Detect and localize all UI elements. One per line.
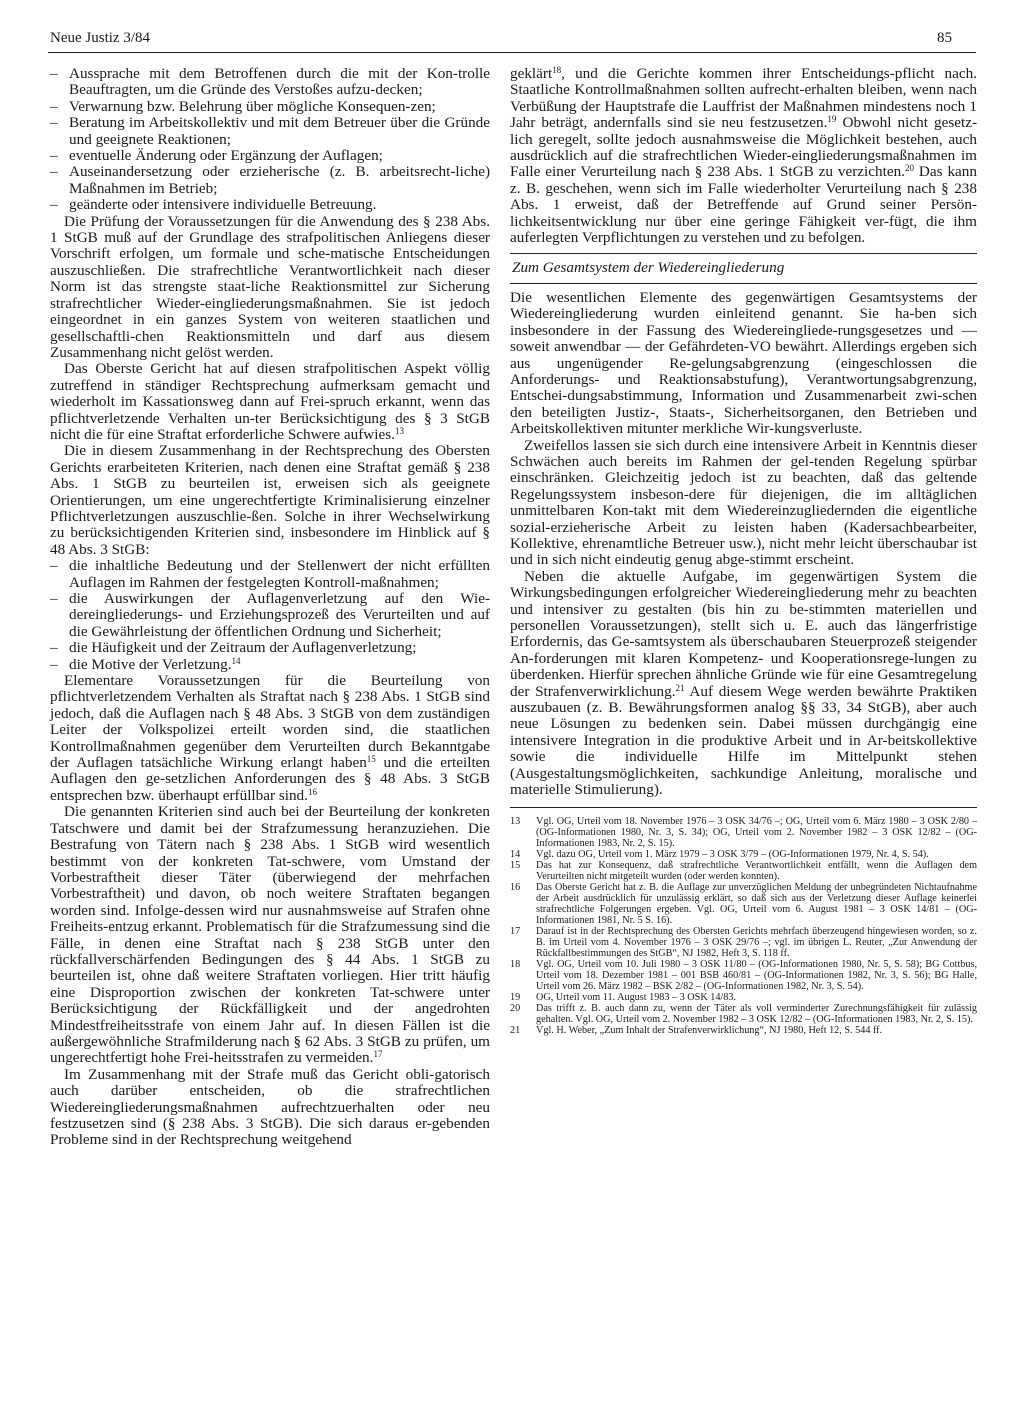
footnote-ref: 19 (827, 114, 837, 125)
footnote-text: Vgl. dazu OG, Urteil vom 1. März 1979 – 3 OSK 3/79 – (OG-Informationen 1979, Nr. 4, S. 54). (536, 849, 929, 861)
footnote (510, 860, 977, 882)
footnote-rule (510, 807, 977, 808)
footnote-ref: 17 (373, 1049, 383, 1060)
footnote (510, 1025, 977, 1036)
footnote (510, 1003, 977, 1025)
list-item: – die Auswirkungen der Auflagenverletzung auf den Wie-dereingliederungs- und Erziehungsprozeß des Verurteilten und auf die Gewährleistung der öffentlichen Ordnung und Sicherheit; (50, 591, 490, 640)
footnote-ref: 15 (366, 754, 376, 765)
footnote (510, 882, 977, 926)
footnote-number: 13 (510, 816, 521, 828)
footnote-text: Das hat zur Konsequenz, daß strafrechtliche Verantwortlichkeit entfällt, wenn die Auflagen dem Verurteilten nicht mitgeteilt wurden (oder werden konnten). (536, 860, 977, 883)
paragraph: Im Zusammenhang mit der Strafe muß das Gericht obli-gatorisch auch darüber entscheiden, ob die strafrechtlichen Wiedereingliederungsmaßnahmen aufrechtzuerhalten oder neu festzusetzen sind (§ 238 Abs. 3 StGB). Die sich daraus er-gebenden Probleme sind in der Rechtsprechung weitgehend (50, 1065, 490, 1149)
right-column (510, 66, 977, 1036)
paragraph: geklärt$^{18}$, und die Gerichte kommen ihrer Entscheidungs-pflicht nach. Staatliche Kontrollmaßnahmen sollten aufrecht-erhalten bleiben, wenn nach Verbüßung der Hauptstrafe die Lauffrist der Maßnahmen mindestens noch 1 Jahr beträgt, andernfalls sind sie neu festzusetzen.$^{19}$ Obwohl nicht gesetz-lich geregelt, sollte jedoch ausnahmsweise die Möglichkeit bestehen, auch ausdrücklich auf die strafrechtlichen Wieder-eingliederungsmaßnahmen im Falle einer Verurteilung nach § 238 Abs. 1 StGB zu verzichten.$^{20}$ Das kann z. B. geschehen, wenn sich im Falle wiederholter Verurteilung nach § 238 Abs. 1 erweist, daß der Betreffende auf Grund seiner Persön-lichkeitsentwicklung nur über eine geringe Fähigkeit ver-fügt, die ihm auferlegten Verpflichtungen zu verstehen und zu befolgen. (510, 65, 978, 247)
section-rule-bottom (510, 283, 977, 284)
footnotes (510, 816, 977, 1036)
list-item: – Beratung im Arbeitskollektiv und mit dem Betreuer über die Gründe und geeignete Reaktionen; (50, 115, 490, 148)
footnote-ref: 18 (552, 65, 562, 75)
footnote-ref: 16 (307, 786, 317, 797)
footnote-ref: 20 (904, 163, 914, 174)
paragraph: Die genannten Kriterien sind auch bei der Beurteilung der konkreten Tatschwere und damit bei der Strafzumessung heranzuziehen. Die Bestrafung von Tätern nach § 238 Abs. 1 StGB wird wesentlich bestimmt von der konkreten Tat-schwere, vom Umstand der Vorbestraftheit dieser Täter (überwiegend der mehrfachen Vorbestraftheit) und davon, ob noch weitere Straftaten begangen worden sind. Infolge-dessen wird nur ausnahmsweise auf Strafen ohne Freiheits-entzug erkannt. Problematisch für die Strafzumessung sind die Fälle, in denen eine Straftat nach § 238 StGB unter den rückfallverschärfenden Bedingungen des § 44 Abs. 1 StGB zu beurteilen ist, ohne daß weitere Straftaten vorliegen. Hier tritt häufig eine Disproportion zwischen der konkreten Tat-schwere unter Berücksichtigung der Rückfälligkeit und der angedrohten Mindestfreiheitsstrafe von einem Jahr auf. In diesen Fällen ist die außergewöhnliche Strafmilderung nach § 62 Abs. 3 StGB zu prüfen, um ungerechtfertigt hohe Frei-heitsstrafen zu vermeiden.$^{17}$ (50, 803, 490, 1067)
list-item: – eventuelle Änderung oder Ergänzung der Auflagen; (50, 148, 490, 164)
footnote-ref: 21 (675, 682, 685, 693)
list-item: – die inhaltliche Bedeutung und der Stellenwert der nicht erfüllten Auflagen im Rahmen der festgelegten Kontroll-maßnahmen; (50, 558, 490, 591)
list-item: – die Motive der Verletzung.$^{14}$ (50, 657, 490, 673)
footnote-text: OG, Urteil vom 11. August 1983 – 3 OSK 14/83. (536, 992, 736, 1004)
list-item: – die Häufigkeit und der Zeitraum der Auflagenverletzung; (50, 640, 490, 656)
footnote (510, 992, 977, 1003)
footnote-text: Darauf ist in der Rechtsprechung des Obersten Gerichts mehrfach überzeugend hingewiesen worden, so z. B. im Urteil vom 4. November 1976 – 3 OSK 29/76 –; vgl. im übrigen L. Reuter, „Zur Anwendung der Rückfallbestimmungen des StGB“, NJ 1982, Heft 3, S. 118 ff. (536, 926, 977, 960)
list-item: – Auseinandersetzung oder erzieherische (z. B. arbeitsrecht-liche) Maßnahmen im Betrieb; (50, 164, 490, 197)
footnote-number: 19 (510, 992, 521, 1004)
footnote-number: 21 (510, 1025, 521, 1037)
footnote-number: 16 (510, 882, 521, 894)
header-rule (48, 52, 976, 53)
list-item: – Verwarnung bzw. Belehrung über mögliche Konsequen-zen; (50, 99, 490, 115)
footnote-ref: 13 (394, 425, 404, 436)
paragraph: Die wesentlichen Elemente des gegenwärtigen Gesamtsystems der Wiedereingliederung wurden einleitend genannt. Sie ha-ben sich insbesondere in der Fassung des Wiedereingliede-rungsgesetzes und — soweit anwendbar — der Gefährdeten-VO bewährt. Allerdings ergeben sich aus ungenügender Re-gelungsabgrenzung (eingeschlossen die Anforderungs- und Reaktionsabstufung), Verantwortungsabgrenzung, Entschei-dungsabstimmung, Information und Zusammenarbeit zwi-schen den beteiligten Justiz-, Staats-, Sicherheitsorganen, den Betrieben und Arbeitskollektiven mitunter merkliche Wir-kungsverluste. (510, 288, 977, 438)
footnote-number: 15 (510, 860, 521, 872)
footnote-text: Vgl. H. Weber, „Zum Inhalt der Strafenverwirklichung“, NJ 1980, Heft 12, S. 544 ff. (536, 1025, 883, 1037)
paragraph: Das Oberste Gericht hat auf diesen strafpolitischen Aspekt völlig zutreffend in ständiger Rechtsprechung aufmerksam gemacht und wiederholt im Kassationsweg dann auf Frei-spruch erkannt, wenn das pflichtverletzende Verhalten un-ter Berücksichtigung des § 3 StGB nicht die für eine Straftat erforderliche Schwere aufwies.$^{13}$ (50, 360, 490, 443)
list-item: – geänderte oder intensivere individuelle Betreuung. (50, 197, 490, 213)
section-rule-top (510, 253, 977, 254)
footnote-text: Das Oberste Gericht hat z. B. die Auflage zur unverzüglichen Meldung der unbegründeten Nichtaufnahme der Arbeit ausdrücklich für unzulässig erklärt, so daß sich aus der Verletzung dieser Auflage keinerlei strafrechtliche Folgerungen ergeben. Vgl. OG, Urteil vom 6. August 1981 – 3 OSK 14/81 – (OG-Informationen 1981, Nr. 5 S. 16). (536, 882, 977, 927)
footnote (510, 849, 977, 860)
left-column (50, 66, 490, 1149)
paragraph: Zweifellos lassen sie sich durch eine intensivere Arbeit in Kenntnis dieser Schwächen auch bereits im Rahmen der gel-tenden Regelung spürbar einschränken. Gleichzeitig jedoch ist zu beachten, daß das geltende Regelungssystem insbeson-dere für diejenigen, die im alltäglichen unmittelbaren Kon-takt mit dem Wiedereinzugliedernden die eigentliche sozial-erzieherische Arbeit zu leisten haben (Kadersachbearbeiter, Kollektive, ehrenamtliche Betreuer usw.), nicht mehr leicht überschaubar ist und in sich nicht eindeutig genug abge-stimmt erscheint. (510, 436, 977, 569)
criteria-list (50, 558, 490, 673)
footnote-number: 20 (510, 1003, 521, 1015)
section-heading: Zum Gesamtsystem der Wiedereingliederung (512, 259, 785, 277)
footnote-number: 18 (510, 959, 521, 971)
paragraph: Neben die aktuelle Aufgabe, im gegenwärtigen System die Wirkungsbedingungen erfolgreicher Wiedereingliederung mehr zu beachten und intensiver zu gestalten (bis hin zu be-stimmten materiellen und personellen Voraussetzungen), stellt sich u. E. auch das längerfristige Erfordernis, das Ge-samtsystem als überschaubaren Steuerprozeß steigender An-forderungen mit klaren Kompetenz- und Kooperationsrege-lungen zu überdenken. Hierfür sprechen ähnliche Gründe wie für eine Gesamtregelung der Strafenverwirklichung.$^{21}$ Auf diesem Wege werden bewährte Praktiken auszubauen (z. B. Bewährungsformen analog §§ 33, 34 StGB), aber auch neue Lösungen zu bedenken sein. Dabei müssen durchgängig eine intensivere Integration in die produktive Arbeit und in Ar-beitskollektive sowie die individuelle Hilfe im Mittelpunkt stehen (Ausgestaltungsmöglichkeiten, sachkundige Anleitung, moralische und materielle Stimulierung). (510, 567, 977, 799)
paragraph: Die Prüfung der Voraussetzungen für die Anwendung des § 238 Abs. 1 StGB muß auf der Grundlage des strafpolitischen Anliegens dieser Vorschrift erfolgen, um formale und sche-matische Entscheidungen auszuschließen. Die strafrechtliche Verantwortlichkeit nach dieser Norm ist das strengste staat-liche Reaktionsmittel zur Sicherung strafrechtlicher Wieder-eingliederungsmaßnahmen. Sie ist jedoch eingeordnet in ein ganzes System von weiteren staatlichen und gesellschaftli-chen Reaktionsmitteln und darf aus diesem Zusammenhang nicht gelöst werden. (50, 212, 490, 361)
footnote (510, 816, 977, 849)
running-header-journal: Neue Justiz 3/84 (50, 30, 150, 46)
footnote (510, 959, 977, 992)
footnote-number: 17 (510, 926, 521, 938)
paragraph: Elementare Voraussetzungen für die Beurteilung von pflichtverletzendem Verhalten als Straftat nach § 238 Abs. 1 StGB sind jedoch, daß die Auflagen nach § 48 Abs. 3 StGB von dem zuständigen Leiter der Volkspolizei erteilt worden sind, die staatlichen Kontrollmaßnahmen gegenüber dem Verurteilten durch Bekanntgabe der Auflagen tatsächliche Wirkung erlangt haben$^{15}$ und die erteilten Auflagen den ge-setzlichen Anforderungen des § 48 Abs. 3 StGB entsprechen bzw. überhaupt erfüllbar sind.$^{16}$ (50, 672, 490, 804)
measures-list (50, 66, 490, 214)
list-item: – Aussprache mit dem Betroffenen durch die mit der Kon-trolle Beauftragten, um die Gründe des Verstoßes aufzu-decken; (50, 66, 490, 99)
paragraph: Die in diesem Zusammenhang in der Rechtsprechung des Obersten Gerichts erarbeiteten Kriterien, nach denen eine Straftat gemäß § 238 Abs. 1 StGB zu beurteilen ist, erweisen sich als geeignete Orientierungen, um eine ungerechtfertigte Kriminalisierung einzelner Pflichtverletzungen auszuschlie-ßen. Solche in ihrer Wechselwirkung zu berücksichtigenden Kriterien sind, insbesondere im Hinblick auf § 48 Abs. 3 StGB: (50, 442, 490, 558)
footnote-text: Vgl. OG, Urteil vom 10. Juli 1980 – 3 OSK 11/80 – (OG-Informationen 1980, Nr. 5, S. 58); BG Cottbus, Urteil vom 18. Dezember 1981 – 001 BSB 460/81 – (OG-Informationen 1982, Nr. 3, S. 56); BG Halle, Urteil vom 26. März 1982 – BSK 2/82 – (OG-Informationen 1982, Nr. 3, S. 54). (536, 959, 977, 993)
footnote-text: Das trifft z. B. auch dann zu, wenn der Täter als voll verminderter Zurechnungsfähigkeit für zulässig gehalten. Vgl. OG, Urteil vom 2. November 1982 – 3 OSK 12/82 – (OG-Informationen 1983, Nr. 2, S. 15). (536, 1003, 977, 1026)
footnote-number: 14 (510, 849, 521, 861)
footnote (510, 926, 977, 959)
footnote-ref: 14 (231, 655, 241, 666)
page-number: 85 (937, 30, 952, 46)
footnote-text: Vgl. OG, Urteil vom 18. November 1976 – 3 OSK 34/76 –; OG, Urteil vom 6. März 1980 – 3 OSK 2/80 – (OG-Informationen 1980, Nr. 3, S. 34); OG, Urteil vom 2. November 1982 – 3 OSK 12/82 – (OG-Informationen 1983, Nr. 2, S. 15). (536, 816, 977, 850)
